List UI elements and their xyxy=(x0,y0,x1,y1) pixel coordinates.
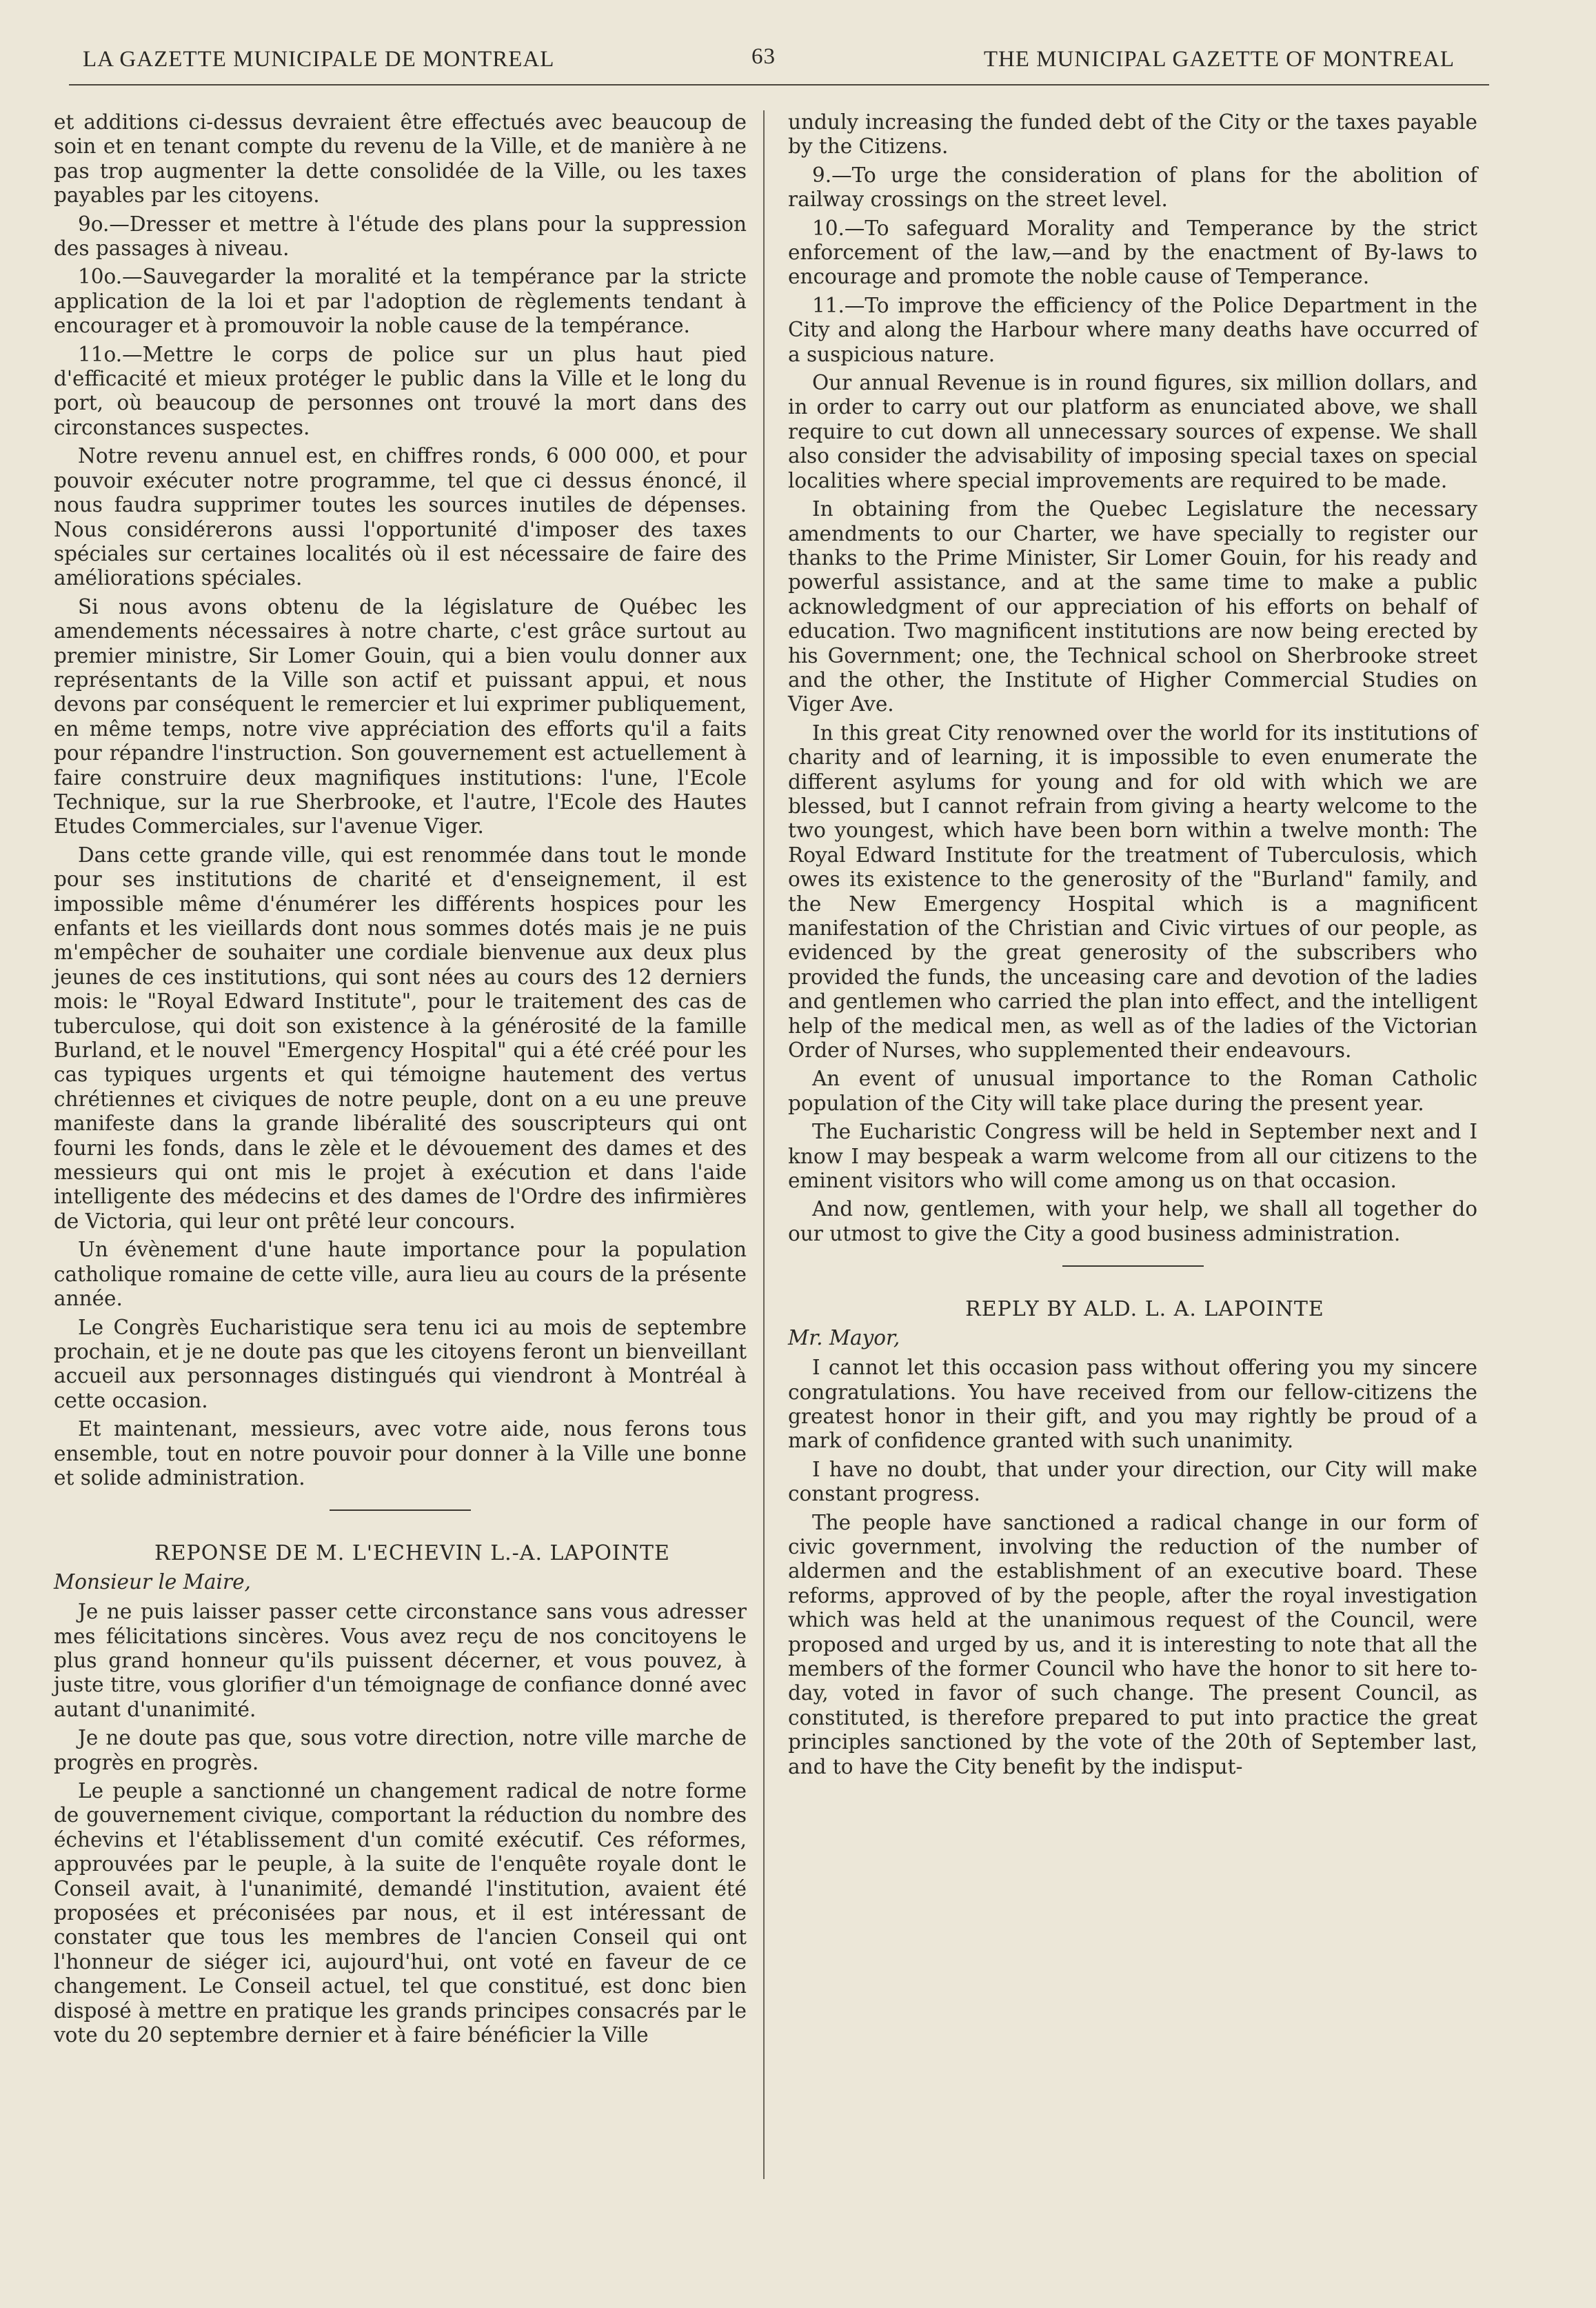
header-french-title: LA GAZETTE MUNICIPALE DE MONTREAL xyxy=(83,47,555,72)
paragraph: 9.—To urge the consideration of plans for the abolition of railway crossings on the street level. xyxy=(788,163,1477,212)
reply-heading-french: REPONSE DE M. L'ECHEVIN L.-A. LAPOINTE xyxy=(154,1541,670,1566)
paragraph: et additions ci-dessus devraient être effectués avec beaucoup de soin et en tenant compte du revenu de la Ville, et de manière à ne pas trop augmenter la dette consolidée de la Ville, ou les taxes payables par les citoyens. xyxy=(54,110,747,208)
column-divider xyxy=(763,110,765,2179)
paragraph: In obtaining from the Quebec Legislature the necessary amendments to our Charter, we have specially to register our thanks to the Prime Minister, Sir Lomer Gouin, for his ready and powerful assistance, and at the same time to make a public acknowledgment of our appreciation of his efforts on behalf of education. Two magnificent institutions are now being erected by his Government; one, the Technical school on Sherbrooke street and the other, the Institute of Higher Commercial Studies on Viger Ave. xyxy=(788,497,1477,716)
header-english-title: THE MUNICIPAL GAZETTE OF MONTREAL xyxy=(983,47,1455,72)
paragraph: The Eucharistic Congress will be held in September next and I know I may bespeak a warm welcome from all our citizens to the eminent visitors who will come among us on that occasion. xyxy=(788,1120,1477,1193)
paragraph: 11.—To improve the efficiency of the Police Department in the City and along the Harbour where many deaths have occurred of a suspicious nature. xyxy=(788,293,1477,366)
paragraph: Le Congrès Eucharistique sera tenu ici au mois de septembre prochain, et je ne doute pas que les citoyens feront un bienveillant accueil aux personnages distingués qui viendront à Montréal à cette occasion. xyxy=(54,1315,747,1412)
salutation-french: Monsieur le Maire, xyxy=(54,1569,251,1594)
paragraph: unduly increasing the funded debt of the City or the taxes payable by the Citizens. xyxy=(788,110,1477,159)
paragraph: 10o.—Sauvegarder la moralité et la tempérance par la stricte application de la loi et par l'adoption de règlements tendant à encourager et à promouvoir la noble cause de la tempérance. xyxy=(54,265,747,338)
page-header xyxy=(76,43,1455,77)
paragraph: I have no doubt, that under your direction, our City will make constant progress. xyxy=(788,1457,1477,1506)
paragraph: Si nous avons obtenu de la législature de Québec les amendements nécessaires à notre charte, c'est grâce surtout au premier ministre, Sir Lomer Gouin, qui a bien voulu donner aux représentants de la Ville son actif et puissant appui, et nous devons par conséquent le remercier et lui exprimer publiquement, en même temps, notre vive appréciation des efforts qu'il a faits pour répandre l'instruction. Son gouvernement est actuellement à faire construire deux magnifiques institutions: l'une, l'Ecole Technique, sur la rue Sherbrooke, et l'autre, l'Ecole des Hautes Etudes Commerciales, sur l'avenue Viger. xyxy=(54,594,747,839)
paragraph: Notre revenu annuel est, en chiffres ronds, 6 000 000, et pour pouvoir exécuter notre programme, tel que ci dessus énoncé, il nous faudra supprimer toutes les sources inutiles de dépenses. Nous considérerons aussi l'opportunité d'imposer des taxes spéciales sur certaines localités où il est nécessaire de faire des améliorations spéciales. xyxy=(54,444,747,590)
paragraph: And now, gentlemen, with your help, we shall all together do our utmost to give the City a good business administration. xyxy=(788,1197,1477,1245)
paragraph: Un évènement d'une haute importance pour la population catholique romaine de cette ville, aura lieu au cours de la présente année. xyxy=(54,1238,747,1311)
paragraph: Je ne doute pas que, sous votre direction, notre ville marche de progrès en progrès. xyxy=(54,1726,747,1774)
salutation-english: Mr. Mayor, xyxy=(788,1325,900,1349)
paragraph: I cannot let this occasion pass without offering you my sincere congratulations. You have received from our fellow-citizens the greatest honor in their gift, and you may rightly be proud of a mark of confidence granted with such unanimity. xyxy=(788,1356,1477,1453)
paragraph: Our annual Revenue is in round figures, six million dollars, and in order to carry out our platform as enunciated above, we shall require to cut down all unnecessary sources of expense. We shall also consider the advisability of imposing special taxes on special localities where special improvements are required to be made. xyxy=(788,371,1477,492)
paragraph: Je ne puis laisser passer cette circonstance sans vous adresser mes félicitations sincères. Vous avez reçu de nos concitoyens le plus grand honneur qu'ils puissent décerner, et vous pouvez, à juste titre, vous glorifier d'un témoignage de confiance donné avec autant d'unanimité. xyxy=(54,1600,747,1721)
reply-heading-english: REPLY BY ALD. L. A. LAPOINTE xyxy=(965,1297,1324,1322)
paragraph: 11o.—Mettre le corps de police sur un plus haut pied d'efficacité et mieux protéger le public dans la Ville et le long du port, où beaucoup de personnes ont trouvé la mort dans des circonstances suspectes. xyxy=(54,342,747,439)
paragraph: Et maintenant, messieurs, avec votre aide, nous ferons tous ensemble, tout en notre pouvoir pour donner à la Ville une bonne et solide administration. xyxy=(54,1417,747,1489)
paragraph: In this great City renowned over the world for its institutions of charity and of learning, it is impossible to even enumerate the different asylums for young and for old with which we are blessed, but I cannot refrain from giving a hearty welcome to the two youngest, which have been born within a twelve month: The Royal Edward Institute for the treatment of Tuberculosis, which owes its existence to the generosity of the "Burland" family, and the New Emergency Hospital which is a magnificent manifestation of the Christian and Civic virtues of our people, as evidenced by the great generosity of the subscribers who provided the funds, the unceasing care and devotion of the ladies and gentlemen who carried the plan into effect, and the intelligent help of the medical men, as well as of the ladies of the Victorian Order of Nurses, who supplemented their endeavours. xyxy=(788,721,1477,1063)
page-number: 63 xyxy=(751,44,776,69)
header-rule xyxy=(69,84,1489,86)
english-column xyxy=(788,110,1477,1779)
paragraph: The people have sanctioned a radical change in our form of civic government, involving the reduction of the number of aldermen and the establishment of an executive board. These reforms, approved of by the people, after the royal investigation which was held at the unanimous request of the Council, were proposed and urged by us, and it is interesting to note that all the members of the former Council who have the honor to sit here to-day, voted in favor of such change. The present Council, as constituted, is therefore prepared to put into practice the great principles sanctioned by the vote of the 20th of September last, and to have the City benefit by the indisput- xyxy=(788,1510,1477,1778)
paragraph: 9o.—Dresser et mettre à l'étude des plans pour la suppression des passages à niveau. xyxy=(54,212,747,261)
paragraph: Le peuple a sanctionné un changement radical de notre forme de gouvernement civique, comportant la réduction du nombre des échevins et l'établissement d'un comité exécutif. Ces réformes, approuvées par le peuple, à la suite de l'enquête royale dont le Conseil avait, à l'unanimité, demandé l'institution, avaient été proposées et préconisées par nous, et il est intéressant de constater que tous les membres de l'ancien Conseil qui ont l'honneur de siéger ici, aujourd'hui, ont voté en faveur de ce changement. Le Conseil actuel, tel que constitué, est donc bien disposé à mettre en pratique les grands principes consacrés par le vote du 20 septembre dernier et à faire bénéficier la Ville xyxy=(54,1779,747,2047)
section-divider xyxy=(1062,1265,1204,1267)
paragraph: 10.—To safeguard Morality and Temperance by the strict enforcement of the law,—and by the enactment of By-laws to encourage and promote the noble cause of Temperance. xyxy=(788,216,1477,289)
section-divider xyxy=(330,1509,471,1511)
paragraph: Dans cette grande ville, qui est renommée dans tout le monde pour ses institutions de charité et d'enseignement, il est impossible même d'énumérer les différents hospices pour les enfants et les vieillards dont nous sommes dotés mais je ne puis m'empêcher de souhaiter une cordiale bienvenue aux deux plus jeunes de ces institutions, qui sont nées au cours des 12 derniers mois: le "Royal Edward Institute", pour le traitement des cas de tuberculose, qui doit son existence à la générosité de la famille Burland, et le nouvel "Emergency Hospital" qui a été créé pour les cas typiques urgents et qui témoigne hautement des vertus chrétiennes et civiques de notre peuple, dont on a eu une preuve manifeste dans la grande libéralité des souscripteurs qui ont fourni les fonds, dans le zèle et le dévouement des dames et des messieurs qui ont mis le projet à exécution et dans l'aide intelligente des médecins et des dames de l'Ordre des infirmières de Victoria, qui leur ont prêté leur concours. xyxy=(54,843,747,1233)
paragraph: An event of unusual importance to the Roman Catholic population of the City will take place during the present year. xyxy=(788,1067,1477,1115)
french-column xyxy=(54,110,747,2047)
